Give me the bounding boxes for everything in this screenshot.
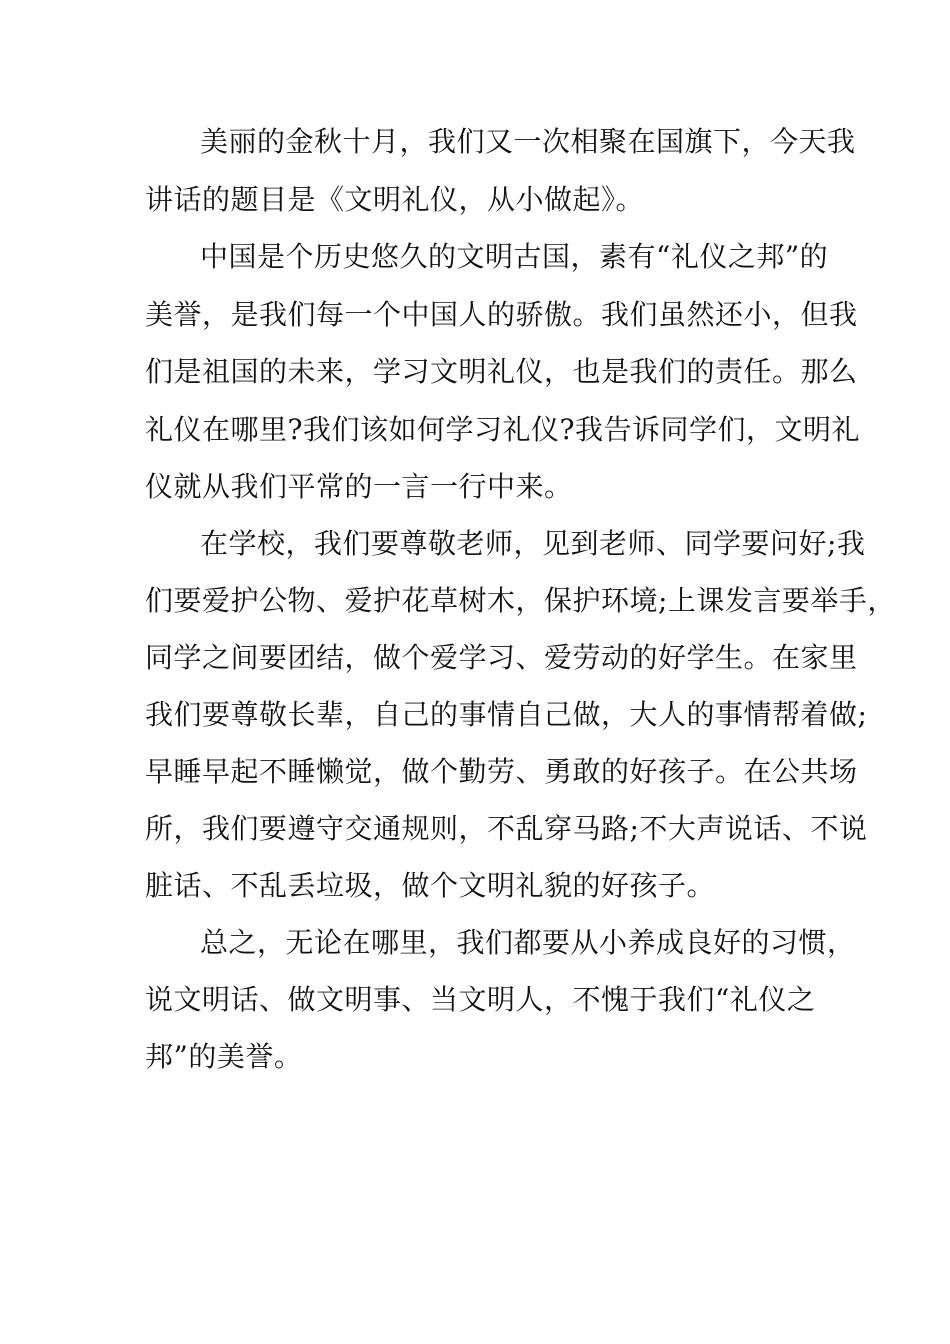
paragraph-2-line-2: 美誉，是我们每一个中国人的骄傲。我们虽然还小，但我 bbox=[145, 298, 858, 331]
paragraph-4-line-3: 邦”的美誉。 bbox=[145, 1040, 303, 1073]
paragraph-3-line-3: 同学之间要团结，做个爱学习、爱劳动的好学生。在家里 bbox=[145, 641, 858, 674]
paragraph-1-line-1: 美丽的金秋十月，我们又一次相聚在国旗下，今天我 bbox=[200, 125, 856, 158]
paragraph-1-line-2: 讲话的题目是《文明礼仪，从小做起》。 bbox=[145, 183, 645, 216]
paragraph-2-line-1: 中国是个历史悠久的文明古国，素有“礼仪之邦”的 bbox=[200, 240, 829, 273]
paragraph-4-line-1: 总之，无论在哪里，我们都要从小养成良好的习惯， bbox=[200, 926, 856, 959]
paragraph-3-line-7: 脏话、不乱丢垃圾，做个文明礼貌的好孩子。 bbox=[145, 869, 716, 902]
paragraph-2-line-5: 仪就从我们平常的一言一行中来。 bbox=[145, 470, 573, 503]
paragraph-3-line-4: 我们要尊敬长辈，自己的事情自己做，大人的事情帮着做; bbox=[145, 698, 868, 731]
paragraph-3-line-2: 们要爱护公物、爱护花草树木，保护环境;上课发言要举手， bbox=[145, 584, 896, 617]
paragraph-4-line-2: 说文明话、做文明事、当文明人，不愧于我们“礼仪之 bbox=[145, 983, 816, 1016]
paragraph-3-line-1: 在学校，我们要尊敬老师，见到老师、同学要问好;我 bbox=[200, 527, 866, 560]
paragraph-3-line-6: 所，我们要遵守交通规则，不乱穿马路;不大声说话、不说 bbox=[145, 812, 868, 845]
paragraph-2-line-3: 们是祖国的未来，学习文明礼仪，也是我们的责任。那么 bbox=[145, 355, 858, 388]
paragraph-3-line-5: 早睡早起不睡懒觉，做个勤劳、勇敢的好孩子。在公共场 bbox=[145, 755, 858, 788]
paragraph-2-line-4: 礼仪在哪里?我们该如何学习礼仪?我告诉同学们，文明礼 bbox=[145, 413, 861, 446]
